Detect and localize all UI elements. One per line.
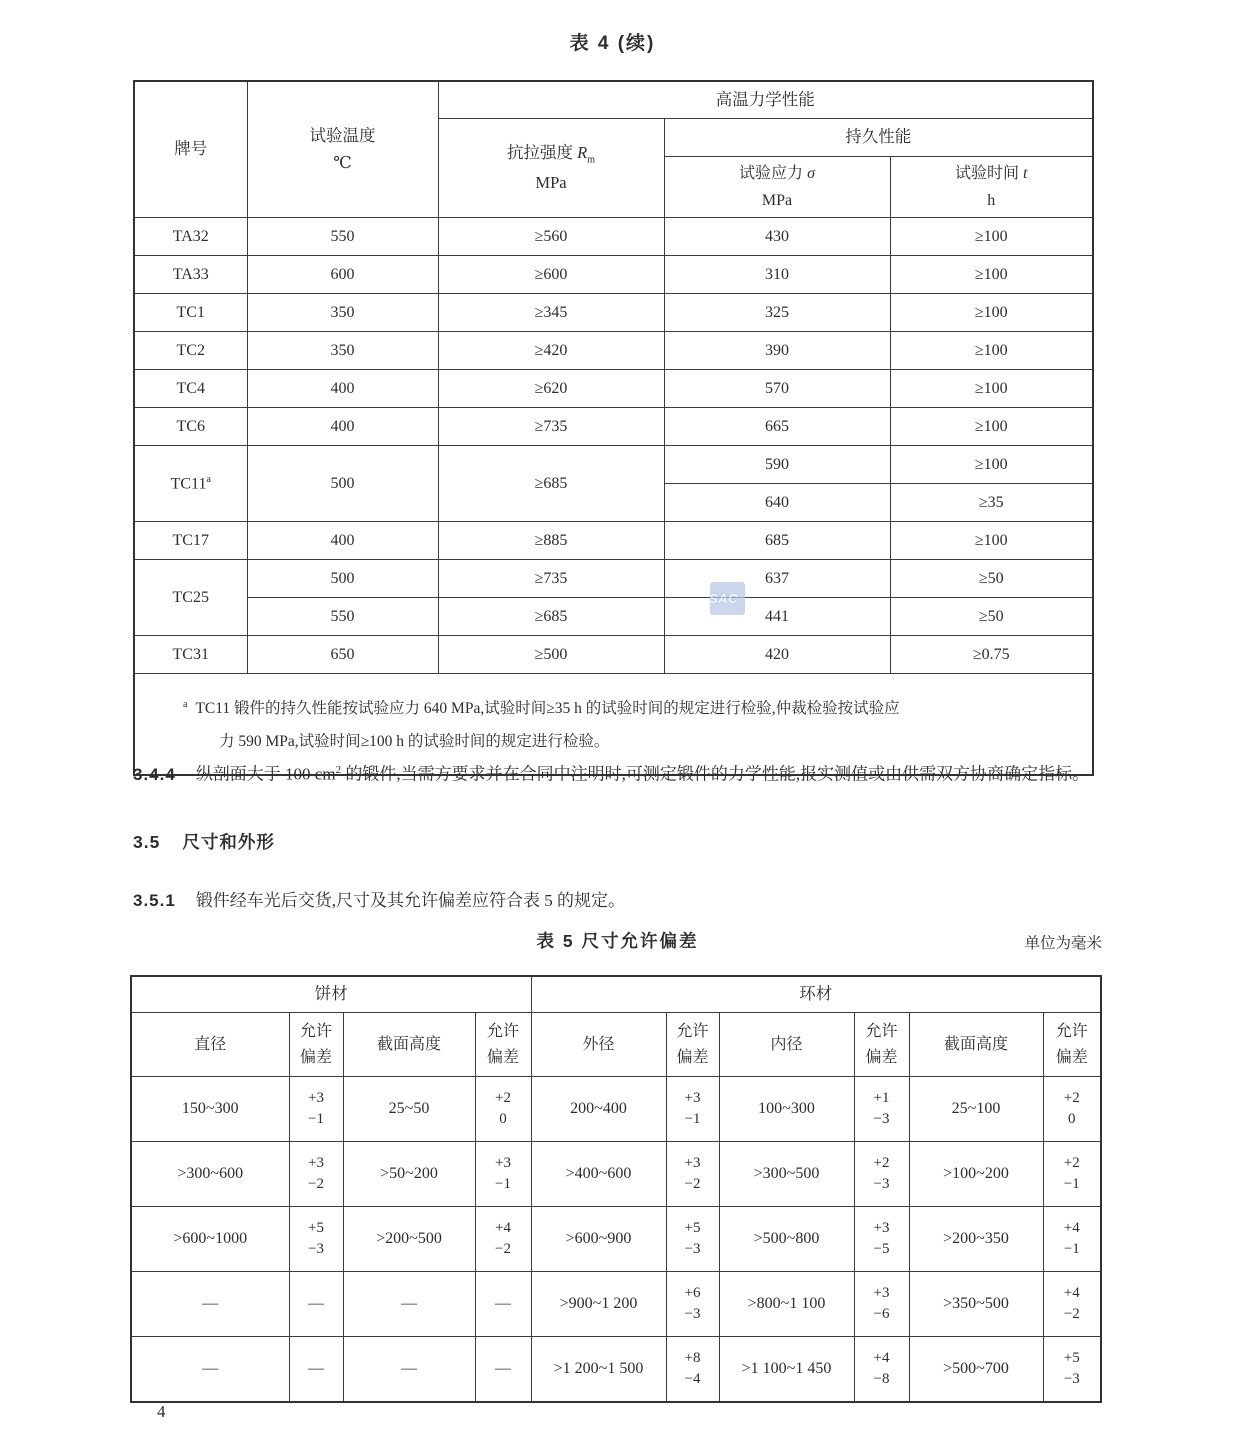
- grade-cell: TC31: [134, 636, 247, 674]
- table-row: [134, 332, 1093, 370]
- tolerance-plus: +2: [1063, 1155, 1080, 1171]
- time-cell: ≥50: [890, 560, 1093, 598]
- range-cell: >300~500: [719, 1142, 854, 1207]
- range-cell: >100~200: [909, 1142, 1043, 1207]
- temp-cell: 650: [247, 636, 438, 674]
- table5-title: 表 5 尺寸允许偏差: [536, 931, 699, 951]
- tolerance-label-2: 偏差: [299, 1048, 332, 1066]
- footnote-text-1: TC11 锻件的持久性能按试验应力 640 MPa,试验时间≥35 h 的试验时间的规定进行检验,仲裁检验按试验应: [195, 700, 900, 718]
- empty-cell: —: [475, 1272, 531, 1337]
- stress-cell: 685: [664, 522, 890, 560]
- footnote-line-2: 力 590 MPa,试验时间≥100 h 的试验时间的规定进行检验。: [219, 733, 610, 751]
- grade-cell: TA33: [134, 256, 247, 294]
- tolerance-label-2: 偏差: [676, 1048, 709, 1066]
- time-cell: ≥100: [890, 522, 1093, 560]
- temp-cell: 600: [247, 256, 438, 294]
- grade-footnote-marker: a: [206, 473, 211, 485]
- tolerance-plus: +3: [684, 1155, 701, 1171]
- range-cell: >900~1 200: [531, 1272, 666, 1337]
- tolerance-minus: −1: [684, 1111, 701, 1127]
- table-row: [134, 370, 1093, 408]
- range-cell: >600~900: [531, 1207, 666, 1272]
- rm-cell: ≥500: [438, 636, 664, 674]
- header-tensile-label: [507, 142, 595, 167]
- clause-text: 锻件经车光后交货,尺寸及其允许偏差应符合表 5 的规定。: [195, 891, 626, 910]
- tolerance-cell: [289, 1207, 343, 1272]
- tolerance-cell: [289, 1142, 343, 1207]
- tolerance-label-2: 偏差: [1055, 1048, 1088, 1066]
- range-cell: 25~50: [343, 1077, 475, 1142]
- clause-text-pre: 纵剖面大于 100 cm: [195, 764, 336, 784]
- header-temperature-label: 试验温度: [309, 125, 376, 145]
- clause-number: 3.4.4: [133, 764, 176, 784]
- header-temperature-unit: ℃: [333, 153, 352, 172]
- rm-cell: ≥345: [438, 294, 664, 332]
- grade-cell: TA32: [134, 218, 247, 256]
- tolerance-plus: +4: [873, 1350, 890, 1366]
- stress-cell: 665: [664, 408, 890, 446]
- header-endurance: 持久性能: [664, 119, 1093, 157]
- tolerance-cell: [854, 1337, 909, 1403]
- table5-unit-note: 单位为毫米: [1024, 935, 1102, 952]
- tolerance-cell: [666, 1077, 719, 1142]
- rm-cell: ≥600: [438, 256, 664, 294]
- empty-cell: —: [289, 1272, 343, 1337]
- tolerance-plus: +3: [308, 1090, 324, 1106]
- tolerance-cell: [1043, 1337, 1101, 1403]
- grade-cell: TC6: [134, 408, 247, 446]
- stress-cell: 310: [664, 256, 890, 294]
- header-tensile-strength: [438, 119, 664, 218]
- superscript-2: 2: [335, 764, 342, 776]
- group-cake: 饼材: [131, 976, 531, 1013]
- tensile-subscript: m: [587, 154, 595, 166]
- tolerance-plus: +4: [495, 1220, 511, 1236]
- tolerance-minus: −8: [873, 1371, 890, 1387]
- tolerance-plus: +1: [873, 1090, 890, 1106]
- clause-3-5-heading: [133, 829, 275, 854]
- header-test-stress: [664, 157, 890, 218]
- range-cell: >200~500: [343, 1207, 475, 1272]
- range-cell: >500~800: [719, 1207, 854, 1272]
- tolerance-plus: +4: [1063, 1220, 1080, 1236]
- grade-cell: TC1: [134, 294, 247, 332]
- range-cell: >800~1 100: [719, 1272, 854, 1337]
- table-row: [131, 1207, 1101, 1272]
- tolerance-minus: −3: [1063, 1371, 1080, 1387]
- table-row: [131, 1142, 1101, 1207]
- tolerance-plus: +2: [873, 1155, 890, 1171]
- grade-cell: TC2: [134, 332, 247, 370]
- tolerance-cell: [666, 1337, 719, 1403]
- tolerance-cell: [666, 1207, 719, 1272]
- tolerance-plus: +8: [684, 1350, 701, 1366]
- table-row: [134, 560, 1093, 598]
- header-tolerance: [854, 1013, 909, 1077]
- range-cell: 200~400: [531, 1077, 666, 1142]
- tolerance-minus: −3: [873, 1111, 890, 1127]
- tolerance-minus: 0: [1068, 1111, 1076, 1127]
- heading-text: 尺寸和外形: [182, 832, 275, 852]
- empty-cell: —: [289, 1337, 343, 1403]
- temp-cell: 500: [247, 560, 438, 598]
- tolerance-plus: +3: [873, 1220, 890, 1236]
- time-cell: ≥50: [890, 598, 1093, 636]
- time-cell: ≥0.75: [890, 636, 1093, 674]
- range-cell: >1 100~1 450: [719, 1337, 854, 1403]
- tolerance-plus: +3: [495, 1155, 511, 1171]
- header-test-time: [890, 157, 1093, 218]
- temp-cell: 350: [247, 332, 438, 370]
- temp-cell: 400: [247, 522, 438, 560]
- table-row: [134, 636, 1093, 674]
- tolerance-cell: [854, 1207, 909, 1272]
- tolerance-cell: [666, 1142, 719, 1207]
- clause-3-5-1: [133, 879, 1102, 923]
- table-row: [131, 1337, 1101, 1403]
- temp-cell: 400: [247, 370, 438, 408]
- range-cell: 25~100: [909, 1077, 1043, 1142]
- header-time-unit: h: [987, 191, 996, 209]
- rm-cell: ≥685: [438, 598, 664, 636]
- table-row: [134, 408, 1093, 446]
- rm-cell: ≥620: [438, 370, 664, 408]
- clause-text-post: 的锻件,当需方要求并在合同中注明时,可测定锻件的力学性能,报实测值或由供需双方协商确定指标。: [341, 764, 1090, 784]
- range-cell: —: [131, 1337, 289, 1403]
- header-stress-label: [739, 163, 815, 185]
- tolerance-cell: [475, 1207, 531, 1272]
- table-row: [134, 522, 1093, 560]
- table-row: [131, 1077, 1101, 1142]
- header-tolerance: [1043, 1013, 1101, 1077]
- header-grade: 牌号: [134, 81, 247, 218]
- footnote-line-1: [183, 688, 1068, 725]
- rm-cell: ≥685: [438, 446, 664, 522]
- header-tolerance: [666, 1013, 719, 1077]
- tolerance-minus: −2: [495, 1241, 511, 1257]
- tolerance-cell: [854, 1142, 909, 1207]
- time-cell: ≥100: [890, 408, 1093, 446]
- grade-cell: TC17: [134, 522, 247, 560]
- tolerance-minus: −1: [308, 1111, 324, 1127]
- tolerance-cell: [854, 1077, 909, 1142]
- range-cell: >500~700: [909, 1337, 1043, 1403]
- clause-3-4-4: [133, 748, 1102, 797]
- range-cell: 150~300: [131, 1077, 289, 1142]
- temp-cell: 350: [247, 294, 438, 332]
- table-row: [131, 1272, 1101, 1337]
- tolerance-minus: −3: [308, 1241, 324, 1257]
- grade-cell: TC25: [134, 560, 247, 636]
- rm-cell: ≥420: [438, 332, 664, 370]
- header-time-label: [955, 163, 1027, 185]
- tolerance-plus: +6: [684, 1285, 701, 1301]
- stress-cell: 590: [664, 446, 890, 484]
- tolerance-minus: −5: [873, 1241, 890, 1257]
- table-row: [134, 446, 1093, 484]
- tolerance-cell: [475, 1077, 531, 1142]
- rm-cell: ≥560: [438, 218, 664, 256]
- clause-number: 3.5.1: [133, 891, 176, 910]
- stress-cell: 325: [664, 294, 890, 332]
- stress-cell: 640: [664, 484, 890, 522]
- time-cell: ≥35: [890, 484, 1093, 522]
- range-cell: >400~600: [531, 1142, 666, 1207]
- table5-header-row: [131, 1013, 1101, 1077]
- tolerance-cell: [1043, 1077, 1101, 1142]
- empty-cell: —: [343, 1272, 475, 1337]
- table5-group-row: [131, 976, 1101, 1013]
- range-cell: >300~600: [131, 1142, 289, 1207]
- group-ring: 环材: [531, 976, 1101, 1013]
- temp-cell: 400: [247, 408, 438, 446]
- tolerance-label-1: 允许: [676, 1022, 709, 1040]
- time-cell: ≥100: [890, 294, 1093, 332]
- tolerance-cell: [1043, 1207, 1101, 1272]
- table5-caption: [133, 928, 1102, 956]
- header-tensile-unit: MPa: [535, 172, 567, 192]
- tensile-symbol: R: [577, 142, 588, 162]
- tolerance-minus: −2: [684, 1176, 701, 1192]
- stress-cell: 637: [664, 560, 890, 598]
- tolerance-plus: +5: [684, 1220, 701, 1236]
- grade-text: TC11: [170, 474, 207, 492]
- sac-watermark-text: SAC: [709, 591, 738, 606]
- tolerance-minus: −2: [1063, 1306, 1080, 1322]
- range-cell: >350~500: [909, 1272, 1043, 1337]
- table-row: [134, 598, 1093, 636]
- table5: [130, 975, 1102, 1403]
- tolerance-label-2: 偏差: [486, 1048, 519, 1066]
- tolerance-cell: [1043, 1142, 1101, 1207]
- tolerance-minus: 0: [499, 1111, 507, 1127]
- tolerance-minus: −3: [873, 1176, 890, 1192]
- range-cell: 100~300: [719, 1077, 854, 1142]
- tolerance-label-1: 允许: [1055, 1022, 1088, 1040]
- header-section-height: 截面高度: [909, 1013, 1043, 1077]
- temp-cell: 550: [247, 218, 438, 256]
- range-cell: >600~1000: [131, 1207, 289, 1272]
- table4-title: 表 4 (续): [569, 33, 656, 54]
- header-inner-diameter: 内径: [719, 1013, 854, 1077]
- tolerance-plus: +3: [873, 1285, 890, 1301]
- range-cell: >200~350: [909, 1207, 1043, 1272]
- tolerance-label-1: 允许: [486, 1022, 519, 1040]
- page-number: 4: [157, 1402, 166, 1421]
- tolerance-plus: +5: [1063, 1350, 1080, 1366]
- range-cell: >50~200: [343, 1142, 475, 1207]
- tolerance-plus: +3: [308, 1155, 324, 1171]
- header-tolerance: [289, 1013, 343, 1077]
- temp-cell: 500: [247, 446, 438, 522]
- tolerance-minus: −1: [495, 1176, 511, 1192]
- stress-cell: 430: [664, 218, 890, 256]
- tolerance-cell: [289, 1077, 343, 1142]
- grade-cell: [134, 446, 247, 522]
- table-row: [134, 218, 1093, 256]
- rm-cell: ≥735: [438, 560, 664, 598]
- tolerance-plus: +3: [684, 1090, 701, 1106]
- tolerance-cell: [854, 1272, 909, 1337]
- stress-cell: 570: [664, 370, 890, 408]
- footnote-marker: a: [183, 698, 188, 710]
- temp-cell: 550: [247, 598, 438, 636]
- tolerance-label-1: 允许: [299, 1022, 332, 1040]
- stress-symbol: σ: [807, 164, 815, 182]
- grade-cell: TC4: [134, 370, 247, 408]
- tolerance-cell: [666, 1272, 719, 1337]
- time-cell: ≥100: [890, 256, 1093, 294]
- tolerance-minus: −1: [1063, 1241, 1080, 1257]
- header-tolerance: [475, 1013, 531, 1077]
- tolerance-plus: +4: [1063, 1285, 1080, 1301]
- tolerance-minus: −4: [684, 1371, 701, 1387]
- range-cell: >1 200~1 500: [531, 1337, 666, 1403]
- table-row: [134, 294, 1093, 332]
- time-cell: ≥100: [890, 218, 1093, 256]
- time-cell: ≥100: [890, 370, 1093, 408]
- tolerance-label-1: 允许: [865, 1022, 898, 1040]
- tolerance-plus: +2: [1063, 1090, 1080, 1106]
- tensile-text: 抗拉强度: [507, 142, 578, 162]
- header-diameter: 直径: [131, 1013, 289, 1077]
- stress-cell: 390: [664, 332, 890, 370]
- stress-cell: 441: [664, 598, 890, 636]
- header-section-height: 截面高度: [343, 1013, 475, 1077]
- tolerance-cell: [1043, 1272, 1101, 1337]
- tolerance-cell: [475, 1142, 531, 1207]
- header-temperature: [247, 81, 438, 218]
- header-stress-unit: MPa: [761, 191, 793, 209]
- empty-cell: —: [475, 1337, 531, 1403]
- table4: [133, 80, 1094, 776]
- tolerance-minus: −3: [684, 1241, 701, 1257]
- time-text: 试验时间: [955, 164, 1024, 182]
- tolerance-minus: −6: [873, 1306, 890, 1322]
- rm-cell: ≥735: [438, 408, 664, 446]
- table4-header-row: [134, 81, 1093, 119]
- header-high-temp-properties: 高温力学性能: [438, 81, 1093, 119]
- tolerance-minus: −3: [684, 1306, 701, 1322]
- tolerance-plus: +5: [308, 1220, 324, 1236]
- range-cell: —: [131, 1272, 289, 1337]
- time-cell: ≥100: [890, 332, 1093, 370]
- stress-text: 试验应力: [739, 164, 808, 182]
- clause-number: 3.5: [133, 832, 161, 852]
- tolerance-plus: +2: [495, 1090, 511, 1106]
- time-cell: ≥100: [890, 446, 1093, 484]
- tolerance-label-2: 偏差: [865, 1048, 898, 1066]
- header-outer-diameter: 外径: [531, 1013, 666, 1077]
- tolerance-minus: −1: [1063, 1176, 1080, 1192]
- stress-cell: 420: [664, 636, 890, 674]
- empty-cell: —: [343, 1337, 475, 1403]
- rm-cell: ≥885: [438, 522, 664, 560]
- table-row: [134, 256, 1093, 294]
- time-symbol: t: [1023, 164, 1028, 182]
- tolerance-minus: −2: [308, 1176, 324, 1192]
